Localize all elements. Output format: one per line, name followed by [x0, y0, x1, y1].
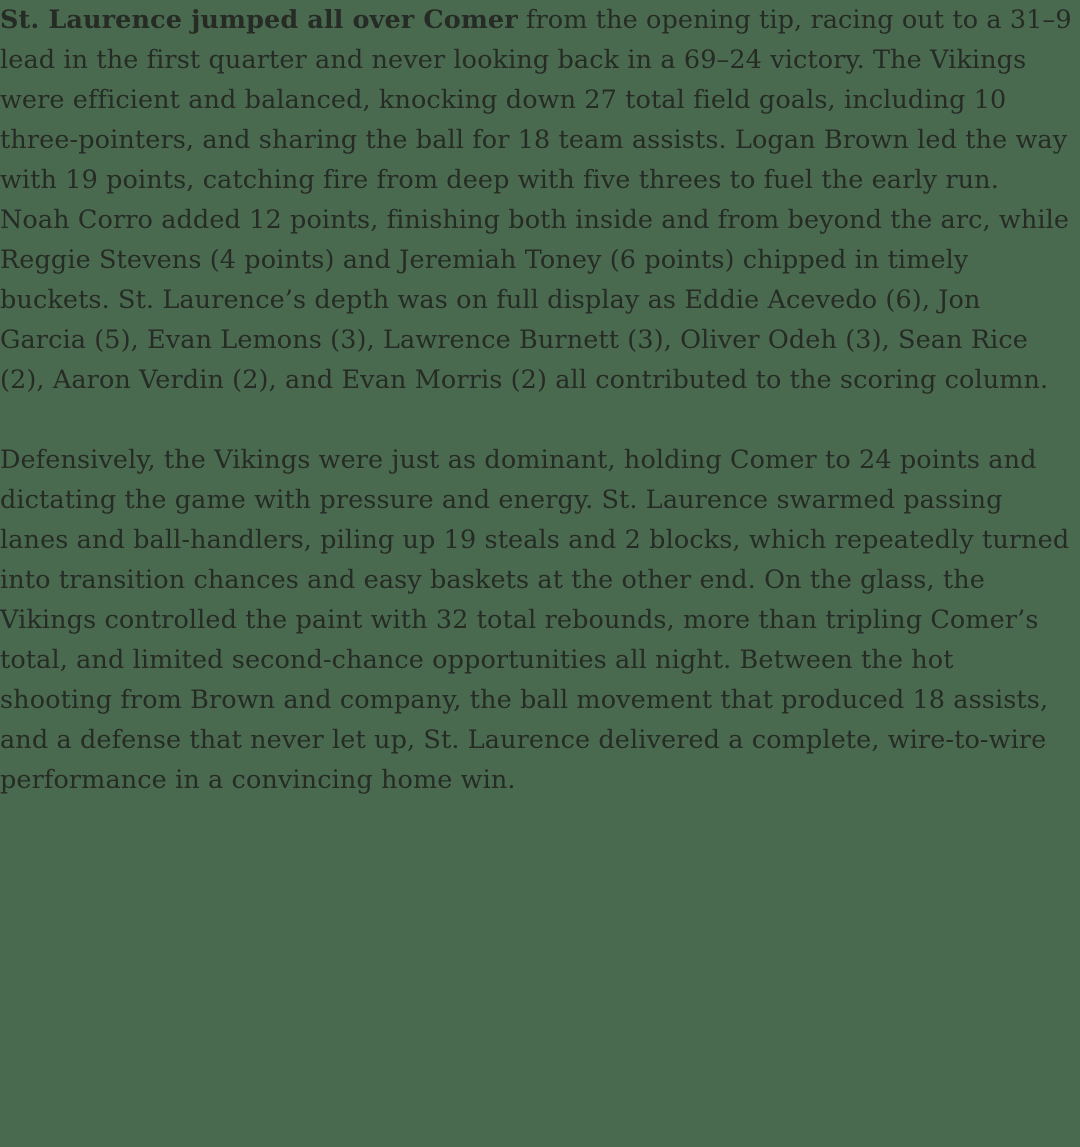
recap-paragraph-1-body: from the opening tip, racing out to a 31–9 lead in the first quarter and never looking back in a 69–24 victory. The Vikings were efficient and balanced, knocking down 27 total field goals, including 10 three-pointers, and sharing the ball for 18 team assists. Logan Brown led the way with 19 points, catching fire from deep with five threes to fuel the early run. Noah Corro added 12 points, finishing both inside and from beyond the arc, while Reggie Stevens (4 points) and Jeremiah Toney (6 points) chipped in timely buckets. St. Laurence’s depth was on full display as Eddie Acevedo (6), Jon Garcia (5), Evan Lemons (3), Lawrence Burnett (3), Oliver Odeh (3), Sean Rice (2), Aaron Verdin (2), and Evan Morris (2) all contributed to the scoring column. [0, 5, 1072, 395]
recap-lede: St. Laurence jumped all over Comer [0, 5, 518, 35]
recap-paragraph-2: Defensively, the Vikings were just as dominant, holding Comer to 24 points and dictating the game with pressure and energy. St. Laurence swarmed passing lanes and ball-handlers, piling up 19 steals and 2 blocks, which repeatedly turned into transition chances and easy baskets at the other end. On the glass, the Vikings controlled the paint with 32 total rebounds, more than tripling Comer’s total, and limited second-chance opportunities all night. Between the hot shooting from Brown and company, the ball movement that produced 18 assists, and a defense that never let up, St. Laurence delivered a complete, wire-to-wire performance in a convincing home win. [0, 445, 1070, 795]
recap-paragraph-1 [0, 0, 1072, 400]
